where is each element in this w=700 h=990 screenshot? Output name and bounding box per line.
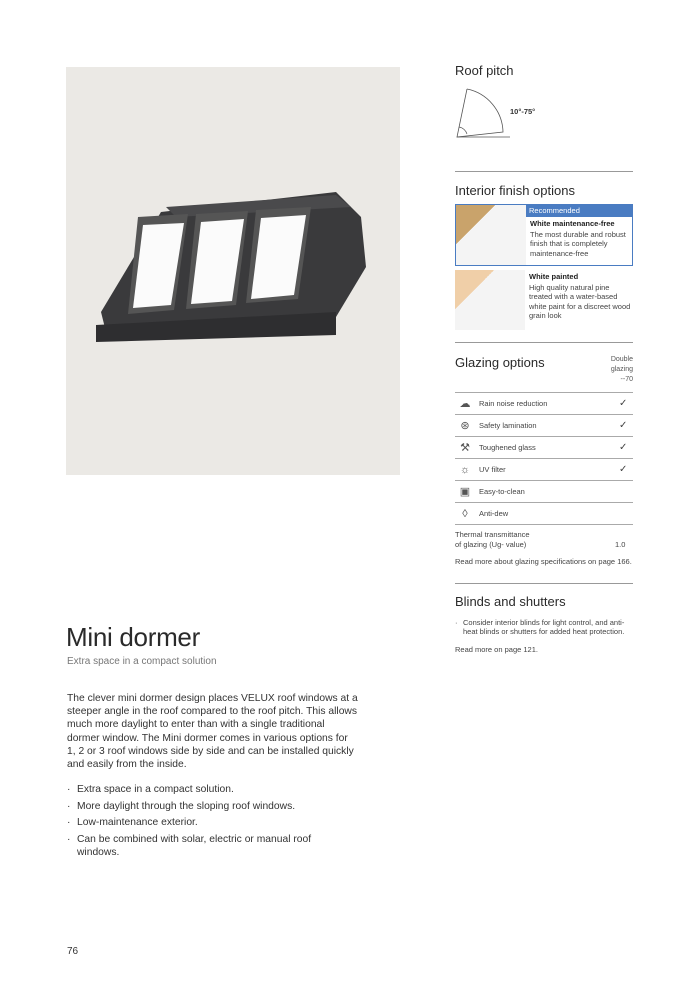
divider xyxy=(455,171,633,172)
glazing-column-header: Double glazing xyxy=(610,356,633,373)
row-label: UV filter xyxy=(479,465,506,474)
glazing-row xyxy=(455,458,633,480)
finish-option-white-painted[interactable] xyxy=(455,270,633,330)
profile-image xyxy=(455,270,525,330)
blinds-bullet: · Consider interior blinds for light control, and anti-heat blinds or shutters for added heat protection. xyxy=(455,617,625,636)
glazing-heading: Glazing options xyxy=(455,355,545,370)
roof-pitch-heading: Roof pitch xyxy=(455,63,514,78)
row-label: Anti-dew xyxy=(479,509,509,518)
hammer-icon: ⚒ xyxy=(460,442,470,454)
thermal-label: of glazing (Ug- value) xyxy=(455,539,527,549)
feature-list xyxy=(66,783,336,859)
row-label: Toughened glass xyxy=(479,443,536,452)
description: The clever mini dormer design places VELUX roof windows at a steeper angle in the roof compared to the roof pitch. This allows much more daylight to enter than with a single traditional dormer window. The Mini dormer comes in various options for 1, 2 or 3 roof windows side by side and can be installed quickly and easily from the inside. xyxy=(67,693,358,771)
blinds-note: Read more on page 121. xyxy=(455,644,538,654)
glazing-row xyxy=(455,392,633,414)
check-icon: ✓ xyxy=(619,398,628,409)
clean-icon: ▣ xyxy=(459,486,471,498)
thermal-value: 1.0 xyxy=(615,539,626,549)
list-item: · More daylight through the sloping roof windows. xyxy=(67,800,336,813)
divider xyxy=(455,583,633,584)
recommended-badge: Recommended xyxy=(526,205,632,217)
page-number: 76 xyxy=(67,946,79,957)
safety-icon: ⊛ xyxy=(460,420,470,432)
subtitle: Extra space in a compact solution xyxy=(67,656,217,667)
sun-icon: ☼ xyxy=(459,463,471,476)
option-desc: The most durable and robust finish that is completely maintenance-free xyxy=(530,229,626,258)
drops-icon: ◊ xyxy=(462,507,468,520)
glazing-note: Read more about glazing specifications on page 166. xyxy=(455,557,632,566)
check-icon: ✓ xyxy=(619,464,628,475)
check-icon: ✓ xyxy=(619,420,628,431)
glazing-row xyxy=(455,414,633,436)
option-desc: High quality natural pine treated with a water-based white paint for a discreet wood grain look xyxy=(529,282,631,320)
divider xyxy=(455,342,633,343)
option-name: White painted xyxy=(529,272,579,281)
mini-dormer-illustration xyxy=(66,67,400,475)
finish-option-white-maintenance-free[interactable] xyxy=(455,204,633,266)
right-column xyxy=(455,63,633,654)
profile-image xyxy=(456,205,526,265)
glazing-code: --70 xyxy=(620,376,633,383)
glazing-row xyxy=(455,502,633,524)
list-item: · Can be combined with solar, electric or manual roof windows. xyxy=(67,833,336,859)
glazing-row xyxy=(455,436,633,458)
bullet-text: Consider interior blinds for light control, and anti-heat blinds or shutters for added heat protection. xyxy=(463,617,625,636)
interior-heading: Interior finish options xyxy=(455,183,575,198)
row-label: Safety lamination xyxy=(479,421,537,430)
blinds-heading: Blinds and shutters xyxy=(455,593,566,609)
row-label: Rain noise reduction xyxy=(479,399,548,408)
row-label: Easy-to-clean xyxy=(479,487,525,496)
rain-icon: ☁ xyxy=(459,398,471,410)
intro-column xyxy=(66,621,366,862)
thermal-label: Thermal transmittance xyxy=(455,530,530,539)
list-item: · Low-maintenance exterior. xyxy=(67,816,336,829)
pitch-angle-icon xyxy=(455,87,515,147)
check-icon: ✓ xyxy=(619,442,628,453)
glazing-row xyxy=(455,480,633,502)
pitch-range: 10°-75° xyxy=(510,107,536,116)
blinds-section xyxy=(455,594,633,655)
option-name: White maintenance-free xyxy=(530,219,615,228)
glazing-section xyxy=(455,355,633,567)
roof-pitch-section xyxy=(455,63,633,159)
thermal-row xyxy=(455,524,633,549)
list-item: · Extra space in a compact solution. xyxy=(67,783,336,796)
product-image xyxy=(66,67,400,475)
interior-finish-section xyxy=(455,183,633,330)
page-title: Mini dormer xyxy=(66,622,200,652)
